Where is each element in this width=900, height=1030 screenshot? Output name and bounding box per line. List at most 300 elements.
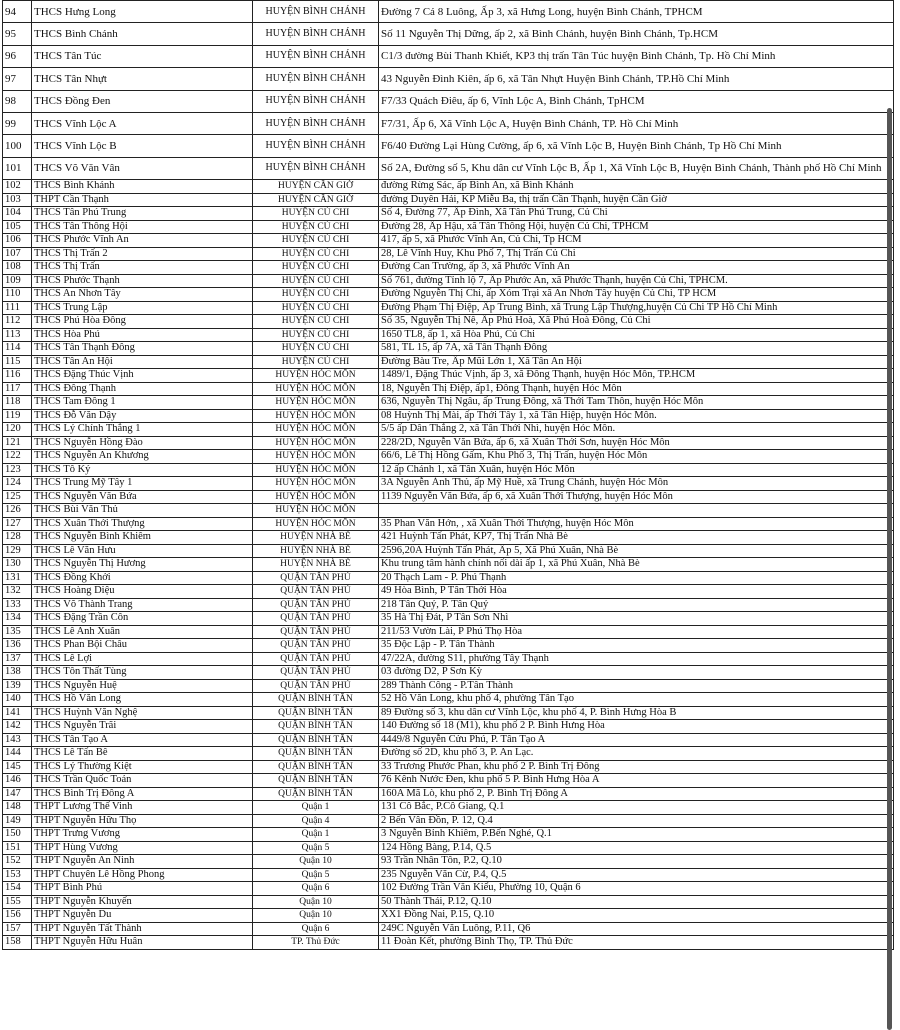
- address: 131 Cô Bắc, P.Cô Giang, Q.1: [379, 801, 894, 815]
- table-row: [3, 180, 894, 194]
- school-name: THCS Vĩnh Lộc B: [32, 135, 253, 157]
- row-number: 137: [3, 652, 32, 666]
- address: Đường Nguyễn Thị Chi, ấp Xóm Trại xã An Nhơn Tây huyện Củ Chi, TP HCM: [379, 288, 894, 302]
- table-row: [3, 328, 894, 342]
- school-name: THCS Nguyễn Huệ: [32, 679, 253, 693]
- address: 160A Mã Lò, khu phố 2, P. Bình Trị Đông A: [379, 787, 894, 801]
- address: 43 Nguyễn Đình Kiên, ấp 6, xã Tân Nhựt Huyện Bình Chánh, TP.Hồ Chí Minh: [379, 68, 894, 90]
- address: 124 Hồng Bàng, P.14, Q.5: [379, 841, 894, 855]
- district: Quận 10: [253, 909, 379, 923]
- row-number: 113: [3, 328, 32, 342]
- school-name: THCS Lý Thường Kiệt: [32, 760, 253, 774]
- row-number: 149: [3, 814, 32, 828]
- address: 289 Thành Công - P.Tân Thành: [379, 679, 894, 693]
- district: HUYỆN HÓC MÔN: [253, 463, 379, 477]
- table-row: [3, 855, 894, 869]
- school-name: THPT Lương Thế Vinh: [32, 801, 253, 815]
- table-row: [3, 436, 894, 450]
- row-number: 155: [3, 895, 32, 909]
- table-row: [3, 625, 894, 639]
- table-row: [3, 747, 894, 761]
- school-name: THCS Tân Tạo A: [32, 733, 253, 747]
- address: 93 Trần Nhân Tôn, P.2, Q.10: [379, 855, 894, 869]
- address: Đường 28, Ấp Hậu, xã Tân Thông Hội, huyện Củ Chi, TPHCM: [379, 220, 894, 234]
- table-row: [3, 909, 894, 923]
- row-number: 123: [3, 463, 32, 477]
- school-name: THCS Phú Hòa Đông: [32, 315, 253, 329]
- school-name: THCS Hưng Long: [32, 1, 253, 23]
- table-row: [3, 112, 894, 134]
- district: QUẬN TÂN PHÚ: [253, 639, 379, 653]
- row-number: 128: [3, 531, 32, 545]
- school-name: THCS Thị Trấn: [32, 261, 253, 275]
- district: Quận 10: [253, 855, 379, 869]
- district: HUYỆN NHÀ BÈ: [253, 558, 379, 572]
- address: Đường Phạm Thị Điệp, Ấp Trung Bình, xã Trung Lập Thượng,huyện Củ Chi TP Hồ Chí Minh: [379, 301, 894, 315]
- district: QUẬN TÂN PHÚ: [253, 625, 379, 639]
- district: HUYỆN BÌNH CHÁNH: [253, 157, 379, 179]
- school-name: THCS Trần Quốc Toản: [32, 774, 253, 788]
- school-name: THCS Đỗ Văn Dậy: [32, 409, 253, 423]
- school-name: THPT Hùng Vương: [32, 841, 253, 855]
- district: TP. Thủ Đức: [253, 936, 379, 950]
- table-row: [3, 774, 894, 788]
- school-name: THCS Phước Vĩnh An: [32, 234, 253, 248]
- row-number: 110: [3, 288, 32, 302]
- address: 1650 TL8, ấp 1, xã Hòa Phú, Củ Chi: [379, 328, 894, 342]
- address: 140 Đường số 18 (M1), khu phố 2 P. Bình Hưng Hòa: [379, 720, 894, 734]
- address: 35 Hà Thị Đát, P Tân Sơn Nhì: [379, 612, 894, 626]
- table-row: [3, 355, 894, 369]
- row-number: 139: [3, 679, 32, 693]
- row-number: 107: [3, 247, 32, 261]
- district: HUYỆN CẦN GIỜ: [253, 193, 379, 207]
- school-name: THPT Chuyên Lê Hồng Phong: [32, 868, 253, 882]
- district: HUYỆN BÌNH CHÁNH: [253, 135, 379, 157]
- school-name: THCS Nguyễn Bình Khiêm: [32, 531, 253, 545]
- table-row: [3, 463, 894, 477]
- row-number: 147: [3, 787, 32, 801]
- address: 218 Tân Quý, P. Tân Quý: [379, 598, 894, 612]
- district: HUYỆN HÓC MÔN: [253, 396, 379, 410]
- school-name: THCS Bình Trị Đông A: [32, 787, 253, 801]
- address: Số 35, Nguyễn Thị Nê, Ấp Phú Hoà, Xã Phú Hoà Đông, Củ Chi: [379, 315, 894, 329]
- district: HUYỆN BÌNH CHÁNH: [253, 112, 379, 134]
- district: HUYỆN HÓC MÔN: [253, 409, 379, 423]
- district: QUẬN TÂN PHÚ: [253, 598, 379, 612]
- row-number: 133: [3, 598, 32, 612]
- table-row: [3, 787, 894, 801]
- table-row: [3, 301, 894, 315]
- row-number: 95: [3, 23, 32, 45]
- district: QUẬN TÂN PHÚ: [253, 571, 379, 585]
- district: QUẬN BÌNH TÂN: [253, 693, 379, 707]
- school-name: THCS Phước Thạnh: [32, 274, 253, 288]
- table-row: [3, 814, 894, 828]
- row-number: 96: [3, 45, 32, 67]
- district: HUYỆN HÓC MÔN: [253, 450, 379, 464]
- table-row: [3, 193, 894, 207]
- table-row: [3, 274, 894, 288]
- address: 2 Bến Vân Đồn, P. 12, Q.4: [379, 814, 894, 828]
- address: 1139 Nguyễn Văn Bứa, ấp 6, xã Xuân Thới Thượng, huyện Hóc Môn: [379, 490, 894, 504]
- table-row: [3, 679, 894, 693]
- row-number: 106: [3, 234, 32, 248]
- table-row: [3, 612, 894, 626]
- row-number: 156: [3, 909, 32, 923]
- address: 2596,20A Huỳnh Tấn Phát, Ấp 5, Xã Phú Xuân, Nhà Bè: [379, 544, 894, 558]
- address: 12 ấp Chánh 1, xã Tân Xuân, huyện Hóc Môn: [379, 463, 894, 477]
- row-number: 102: [3, 180, 32, 194]
- address: Đường Can Trường, ấp 3, xã Phước Vĩnh An: [379, 261, 894, 275]
- row-number: 114: [3, 342, 32, 356]
- school-name: THPT Nguyễn An Ninh: [32, 855, 253, 869]
- address: 102 Đường Trần Văn Kiểu, Phường 10, Quận 6: [379, 882, 894, 896]
- address: 1489/1, Đặng Thúc Vịnh, ấp 3, xã Đông Thạnh, huyện Hóc Môn, TP.HCM: [379, 369, 894, 383]
- row-number: 153: [3, 868, 32, 882]
- row-number: 131: [3, 571, 32, 585]
- row-number: 111: [3, 301, 32, 315]
- address: F6/40 Đường Lại Hùng Cường, ấp 6, xã Vĩnh Lộc B, Huyện Bình Chánh, Tp Hồ Chí Minh: [379, 135, 894, 157]
- table-row: [3, 68, 894, 90]
- address: Khu trung tâm hành chính nối dài ấp 1, xã Phú Xuân, Nhà Bè: [379, 558, 894, 572]
- row-number: 108: [3, 261, 32, 275]
- district: HUYỆN CỦ CHI: [253, 301, 379, 315]
- school-name: THCS Tô Ký: [32, 463, 253, 477]
- district: QUẬN TÂN PHÚ: [253, 666, 379, 680]
- address: XX1 Đồng Nai, P.15, Q.10: [379, 909, 894, 923]
- address: 249C Nguyễn Văn Luông, P.11, Q6: [379, 922, 894, 936]
- table-row: [3, 733, 894, 747]
- school-name: THPT Nguyễn Hữu Thọ: [32, 814, 253, 828]
- district: HUYỆN CỦ CHI: [253, 355, 379, 369]
- address: 3 Nguyễn Bỉnh Khiêm, P.Bến Nghé, Q.1: [379, 828, 894, 842]
- row-number: 154: [3, 882, 32, 896]
- table-row: [3, 315, 894, 329]
- address: 03 đường D2, P Sơn Kỳ: [379, 666, 894, 680]
- row-number: 150: [3, 828, 32, 842]
- table-row: [3, 504, 894, 518]
- district: HUYỆN HÓC MÔN: [253, 477, 379, 491]
- school-name: THCS Xuân Thới Thượng: [32, 517, 253, 531]
- table-row: [3, 234, 894, 248]
- district: HUYỆN CỦ CHI: [253, 261, 379, 275]
- row-number: 145: [3, 760, 32, 774]
- table-row: [3, 1, 894, 23]
- address: 89 Đường số 3, khu dân cư Vĩnh Lộc, khu phố 4, P. Bình Hưng Hòa B: [379, 706, 894, 720]
- school-table: [2, 0, 894, 950]
- address: C1/3 đường Bùi Thanh Khiết, KP3 thị trấn Tân Túc huyện Bình Chánh, Tp. Hồ Chí Minh: [379, 45, 894, 67]
- table-row: [3, 135, 894, 157]
- address: Đường Bàu Tre, Ấp Mũi Lớn 1, Xã Tân An Hội: [379, 355, 894, 369]
- district: QUẬN TÂN PHÚ: [253, 585, 379, 599]
- district: Quận 1: [253, 801, 379, 815]
- school-name: THCS Đặng Thúc Vịnh: [32, 369, 253, 383]
- district: HUYỆN CỦ CHI: [253, 328, 379, 342]
- table-row: [3, 585, 894, 599]
- table-row: [3, 220, 894, 234]
- district: Quận 10: [253, 895, 379, 909]
- district: Quận 5: [253, 841, 379, 855]
- school-name: THPT Nguyễn Tất Thành: [32, 922, 253, 936]
- address: 4449/8 Nguyễn Cửu Phú, P. Tân Tạo A: [379, 733, 894, 747]
- row-number: 112: [3, 315, 32, 329]
- school-name: THCS Nguyễn Thị Hương: [32, 558, 253, 572]
- row-number: 124: [3, 477, 32, 491]
- address: 421 Huỳnh Tấn Phát, KP7, Thị Trấn Nhà Bè: [379, 531, 894, 545]
- table-row: [3, 922, 894, 936]
- district: HUYỆN CỦ CHI: [253, 247, 379, 261]
- row-number: 99: [3, 112, 32, 134]
- address: 235 Nguyễn Văn Cừ, P.4, Q.5: [379, 868, 894, 882]
- table-row: [3, 828, 894, 842]
- district: HUYỆN HÓC MÔN: [253, 490, 379, 504]
- row-number: 132: [3, 585, 32, 599]
- row-number: 140: [3, 693, 32, 707]
- school-name: THCS Tân Phú Trung: [32, 207, 253, 221]
- district: QUẬN BÌNH TÂN: [253, 747, 379, 761]
- row-number: 152: [3, 855, 32, 869]
- district: HUYỆN HÓC MÔN: [253, 436, 379, 450]
- district: HUYỆN CỦ CHI: [253, 288, 379, 302]
- table-row: [3, 760, 894, 774]
- table-row: [3, 720, 894, 734]
- row-number: 120: [3, 423, 32, 437]
- district: Quận 6: [253, 882, 379, 896]
- table-row: [3, 396, 894, 410]
- school-name: THPT Bình Phú: [32, 882, 253, 896]
- address: Số 4, Đường 77, Ấp Đình, Xã Tân Phú Trung, Củ Chi: [379, 207, 894, 221]
- table-row: [3, 288, 894, 302]
- district: HUYỆN CỦ CHI: [253, 220, 379, 234]
- address: 76 Kênh Nước Đen, khu phố 5 P. Bình Hưng Hòa A: [379, 774, 894, 788]
- district: HUYỆN BÌNH CHÁNH: [253, 1, 379, 23]
- school-name: THCS Võ Văn Vân: [32, 157, 253, 179]
- district: HUYỆN HÓC MÔN: [253, 504, 379, 518]
- address: 211/53 Vườn Lài, P Phú Thọ Hòa: [379, 625, 894, 639]
- school-name: THCS Nguyễn Hồng Đào: [32, 436, 253, 450]
- address: 35 Phan Văn Hớn, , xã Xuân Thới Thượng, huyện Hóc Môn: [379, 517, 894, 531]
- district: QUẬN BÌNH TÂN: [253, 720, 379, 734]
- row-number: 146: [3, 774, 32, 788]
- school-name: THPT Trưng Vương: [32, 828, 253, 842]
- table-row: [3, 90, 894, 112]
- table-row: [3, 207, 894, 221]
- row-number: 105: [3, 220, 32, 234]
- district: HUYỆN CẦN GIỜ: [253, 180, 379, 194]
- row-number: 129: [3, 544, 32, 558]
- school-name: THCS Trung Lập: [32, 301, 253, 315]
- table-row: [3, 895, 894, 909]
- school-name: THCS Tân Thạnh Đông: [32, 342, 253, 356]
- row-number: 122: [3, 450, 32, 464]
- school-name: THCS Hoàng Diệu: [32, 585, 253, 599]
- row-number: 126: [3, 504, 32, 518]
- school-name: THPT Nguyễn Du: [32, 909, 253, 923]
- district: QUẬN TÂN PHÚ: [253, 679, 379, 693]
- table-row: [3, 598, 894, 612]
- table-row: [3, 544, 894, 558]
- school-name: THCS Trung Mỹ Tây 1: [32, 477, 253, 491]
- address: 636, Nguyễn Thị Ngâu, ấp Trung Đông, xã Thới Tam Thôn, huyện Hóc Môn: [379, 396, 894, 410]
- table-row: [3, 409, 894, 423]
- row-number: 125: [3, 490, 32, 504]
- row-number: 142: [3, 720, 32, 734]
- address: đường Duyên Hải, KP Miễu Ba, thị trấn Cần Thạnh, huyện Cần Giờ: [379, 193, 894, 207]
- district: HUYỆN BÌNH CHÁNH: [253, 45, 379, 67]
- district: Quận 1: [253, 828, 379, 842]
- district: HUYỆN HÓC MÔN: [253, 382, 379, 396]
- district: HUYỆN CỦ CHI: [253, 234, 379, 248]
- school-name: THCS Lê Lợi: [32, 652, 253, 666]
- district: QUẬN BÌNH TÂN: [253, 733, 379, 747]
- school-name: THCS Hồ Văn Long: [32, 693, 253, 707]
- district: HUYỆN BÌNH CHÁNH: [253, 23, 379, 45]
- row-number: 138: [3, 666, 32, 680]
- school-name: THCS Lê Tấn Bê: [32, 747, 253, 761]
- school-name: THCS Phan Bội Châu: [32, 639, 253, 653]
- table-row: [3, 558, 894, 572]
- address: 08 Huỳnh Thị Mài, ấp Thới Tây 1, xã Tân Hiệp, huyện Hóc Môn.: [379, 409, 894, 423]
- address: 11 Đoàn Kết, phường Bình Thọ, TP. Thủ Đức: [379, 936, 894, 950]
- address: 35 Độc Lập - P. Tân Thành: [379, 639, 894, 653]
- row-number: 151: [3, 841, 32, 855]
- address: F7/33 Quách Điêu, ấp 6, Vĩnh Lộc A, Bình Chánh, TpHCM: [379, 90, 894, 112]
- address: Số 11 Nguyễn Thị Dững, ấp 2, xã Bình Chánh, huyện Bình Chánh, Tp.HCM: [379, 23, 894, 45]
- address: 52 Hồ Văn Long, khu phố 4, phường Tân Tạo: [379, 693, 894, 707]
- row-number: 104: [3, 207, 32, 221]
- school-name: THCS Tân Thông Hội: [32, 220, 253, 234]
- school-name: THCS Nguyễn Văn Bứa: [32, 490, 253, 504]
- row-number: 144: [3, 747, 32, 761]
- row-number: 109: [3, 274, 32, 288]
- school-name: THCS Hòa Phú: [32, 328, 253, 342]
- school-name: THCS Bình Chánh: [32, 23, 253, 45]
- address: đường Rừng Sác, ấp Bình An, xã Bình Khánh: [379, 180, 894, 194]
- row-number: 116: [3, 369, 32, 383]
- table-row: [3, 882, 894, 896]
- table-row: [3, 23, 894, 45]
- table-row: [3, 936, 894, 950]
- address: 581, TL 15, ấp 7A, xã Tân Thạnh Đông: [379, 342, 894, 356]
- district: QUẬN TÂN PHÚ: [253, 652, 379, 666]
- address: 228/2D, Nguyễn Văn Bứa, ấp 6, xã Xuân Thới Sơn, huyện Hóc Môn: [379, 436, 894, 450]
- row-number: 100: [3, 135, 32, 157]
- row-number: 115: [3, 355, 32, 369]
- row-number: 94: [3, 1, 32, 23]
- address: 50 Thành Thái, P.12, Q.10: [379, 895, 894, 909]
- address: 18, Nguyễn Thị Điệp, ấp1, Đông Thạnh, huyện Hóc Môn: [379, 382, 894, 396]
- table-row: [3, 652, 894, 666]
- school-name: THCS Lê Văn Hưu: [32, 544, 253, 558]
- address: 66/6, Lê Thị Hồng Gấm, Khu Phố 3, Thị Trấn, huyện Hóc Môn: [379, 450, 894, 464]
- school-name: THCS Lý Chính Thắng 1: [32, 423, 253, 437]
- address: 28, Lê Vĩnh Huy, Khu Phố 7, Thị Trấn Củ Chi: [379, 247, 894, 261]
- row-number: 136: [3, 639, 32, 653]
- row-number: 101: [3, 157, 32, 179]
- district: QUẬN BÌNH TÂN: [253, 706, 379, 720]
- district: QUẬN TÂN PHÚ: [253, 612, 379, 626]
- school-name: THCS An Nhơn Tây: [32, 288, 253, 302]
- address: 417, ấp 5, xã Phước Vĩnh An, Củ Chi, Tp HCM: [379, 234, 894, 248]
- row-number: 141: [3, 706, 32, 720]
- row-number: 134: [3, 612, 32, 626]
- row-number: 135: [3, 625, 32, 639]
- row-number: 97: [3, 68, 32, 90]
- table-row: [3, 801, 894, 815]
- table-row: [3, 531, 894, 545]
- address: Đường 7 Cá 8 Luông, Ấp 3, xã Hưng Long, huyện Bình Chánh, TPHCM: [379, 1, 894, 23]
- row-number: 117: [3, 382, 32, 396]
- school-name: THCS Đông Thạnh: [32, 382, 253, 396]
- row-number: 118: [3, 396, 32, 410]
- school-name: THPT Nguyễn Khuyến: [32, 895, 253, 909]
- district: HUYỆN NHÀ BÈ: [253, 531, 379, 545]
- row-number: 121: [3, 436, 32, 450]
- school-name: THCS Tân An Hội: [32, 355, 253, 369]
- table-row: [3, 666, 894, 680]
- district: Quận 6: [253, 922, 379, 936]
- table-row: [3, 706, 894, 720]
- row-number: 103: [3, 193, 32, 207]
- school-name: THCS Tân Túc: [32, 45, 253, 67]
- school-name: THCS Vĩnh Lộc A: [32, 112, 253, 134]
- address: 3A Nguyễn Ảnh Thủ, ấp Mỹ Huề, xã Trung Chánh, huyện Hóc Môn: [379, 477, 894, 491]
- table-row: [3, 693, 894, 707]
- school-name: THCS Đặng Trần Côn: [32, 612, 253, 626]
- table-row: [3, 639, 894, 653]
- district: QUẬN BÌNH TÂN: [253, 774, 379, 788]
- table-body: [3, 1, 894, 950]
- table-row: [3, 841, 894, 855]
- row-number: 148: [3, 801, 32, 815]
- table-row: [3, 571, 894, 585]
- district: Quận 5: [253, 868, 379, 882]
- school-name: THCS Bình Khánh: [32, 180, 253, 194]
- address: 49 Hòa Bình, P Tân Thới Hòa: [379, 585, 894, 599]
- table-row: [3, 342, 894, 356]
- school-name: THCS Lê Anh Xuân: [32, 625, 253, 639]
- district: HUYỆN HÓC MÔN: [253, 369, 379, 383]
- school-name: THCS Tôn Thất Tùng: [32, 666, 253, 680]
- address: F7/31, Ấp 6, Xã Vĩnh Lộc A, Huyện Bình Chánh, TP. Hồ Chí Minh: [379, 112, 894, 134]
- district: HUYỆN BÌNH CHÁNH: [253, 90, 379, 112]
- district: HUYỆN CỦ CHI: [253, 274, 379, 288]
- district: HUYỆN CỦ CHI: [253, 342, 379, 356]
- address: 5/5 ấp Dân Thắng 2, xã Tân Thới Nhì, huyện Hóc Môn.: [379, 423, 894, 437]
- district: HUYỆN BÌNH CHÁNH: [253, 68, 379, 90]
- table-row: [3, 517, 894, 531]
- district: HUYỆN NHÀ BÈ: [253, 544, 379, 558]
- school-name: THCS Võ Thành Trang: [32, 598, 253, 612]
- address: 20 Thạch Lam - P. Phú Thạnh: [379, 571, 894, 585]
- address: Số 761, đường Tỉnh lộ 7, Ấp Phước An, xã Phước Thạnh, huyện Củ Chi, TPHCM.: [379, 274, 894, 288]
- district: QUẬN BÌNH TÂN: [253, 760, 379, 774]
- school-name: THCS Tam Đông 1: [32, 396, 253, 410]
- address: Số 2A, Đường số 5, Khu dân cư Vĩnh Lộc B, Ấp 1, Xã Vĩnh Lộc B, Huyện Bình Chánh, Thành phố Hồ Chí Minh: [379, 157, 894, 179]
- address: 47/22A, đường S11, phường Tây Thạnh: [379, 652, 894, 666]
- district: HUYỆN HÓC MÔN: [253, 517, 379, 531]
- address: 33 Trương Phước Phan, khu phố 2 P. Bình Trị Đông: [379, 760, 894, 774]
- school-name: THPT Cần Thạnh: [32, 193, 253, 207]
- school-name: THCS Đồng Khởi: [32, 571, 253, 585]
- school-name: THCS Thị Trấn 2: [32, 247, 253, 261]
- vertical-scrollbar[interactable]: [887, 108, 892, 1030]
- row-number: 127: [3, 517, 32, 531]
- district: QUẬN BÌNH TÂN: [253, 787, 379, 801]
- table-row: [3, 157, 894, 179]
- table-row: [3, 868, 894, 882]
